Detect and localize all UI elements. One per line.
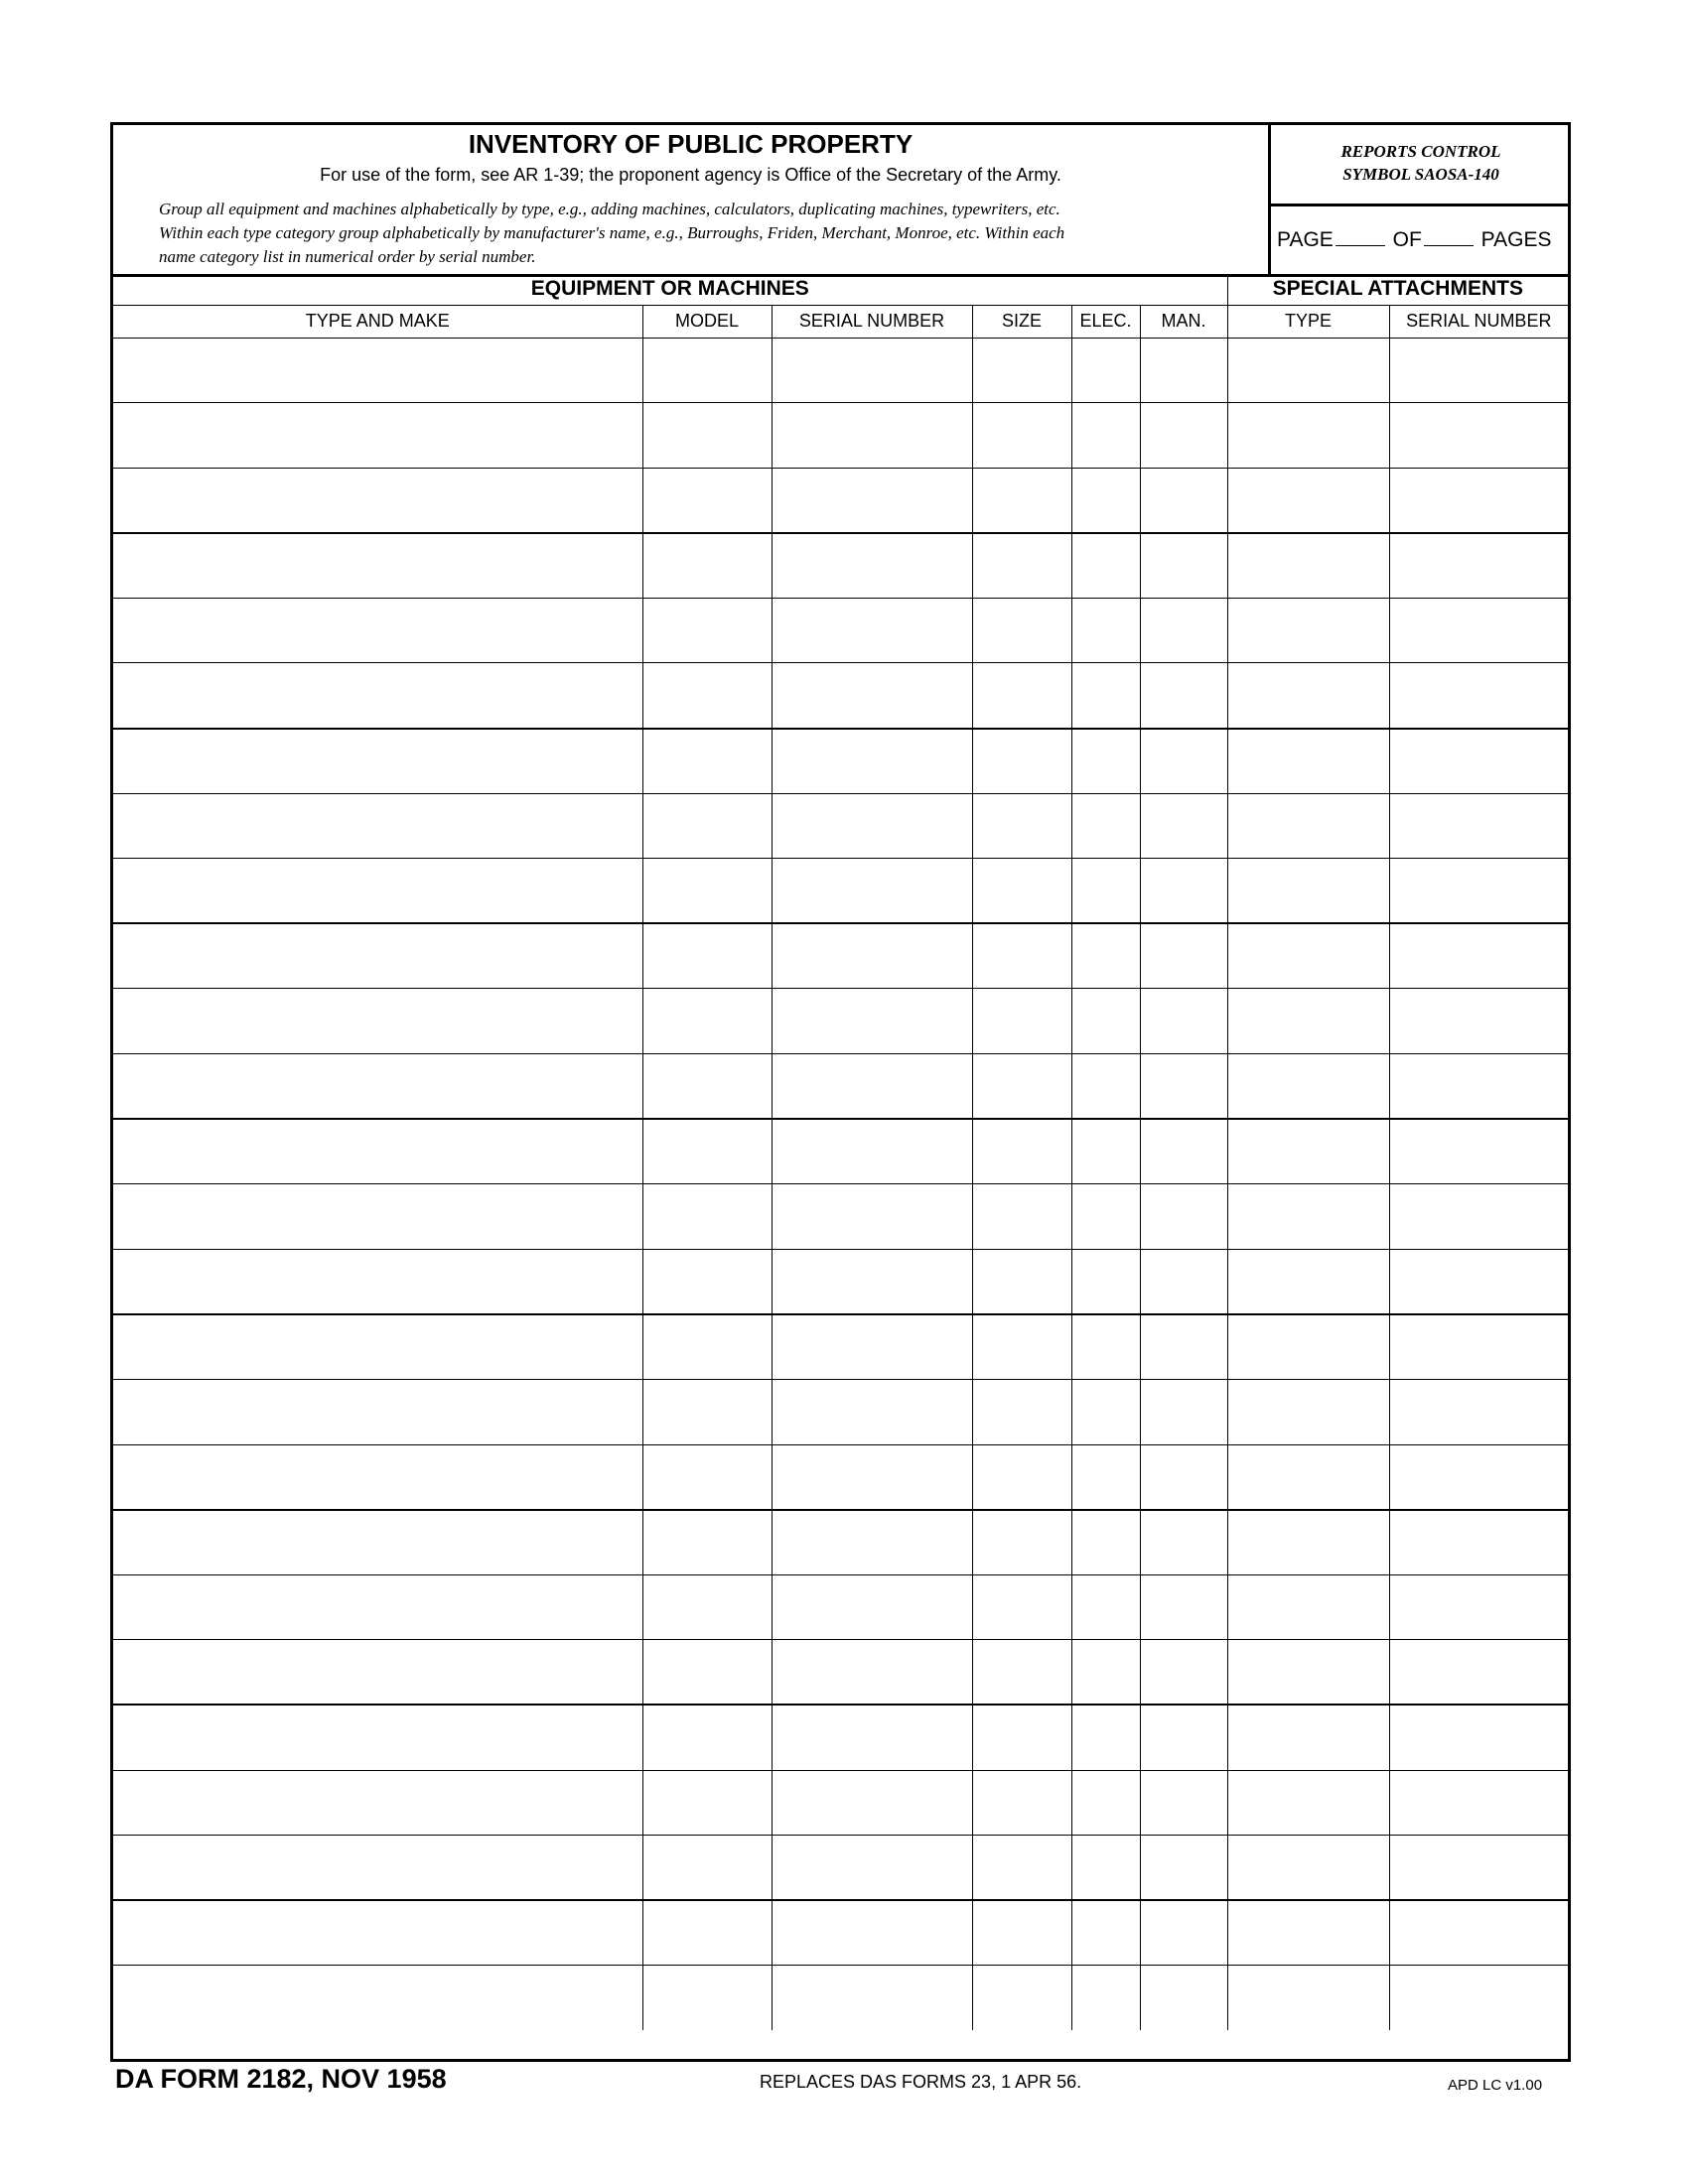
- attachment-serial-number-cell[interactable]: [1389, 533, 1568, 599]
- type-and-make-cell[interactable]: [113, 1705, 642, 1770]
- size-cell[interactable]: [972, 1054, 1071, 1120]
- elec-cell[interactable]: [1071, 1444, 1140, 1510]
- serial-number-cell[interactable]: [772, 1640, 972, 1706]
- elec-cell[interactable]: [1071, 793, 1140, 859]
- attachment-serial-number-cell[interactable]: [1389, 1444, 1568, 1510]
- model-cell[interactable]: [642, 1444, 772, 1510]
- table-row: [113, 468, 1568, 533]
- elec-cell[interactable]: [1071, 403, 1140, 469]
- attachment-type-cell[interactable]: [1227, 338, 1389, 403]
- page-label: PAGE: [1277, 228, 1334, 251]
- instructions-line: name category list in numerical order by serial number.: [159, 247, 536, 266]
- size-cell[interactable]: [972, 1444, 1071, 1510]
- serial-number-cell[interactable]: [772, 729, 972, 794]
- serial-number-cell[interactable]: [772, 598, 972, 663]
- man-cell[interactable]: [1140, 1770, 1227, 1836]
- model-cell[interactable]: [642, 1510, 772, 1575]
- size-cell[interactable]: [972, 1705, 1071, 1770]
- form-title: INVENTORY OF PUBLIC PROPERTY: [468, 129, 914, 159]
- serial-number-cell[interactable]: [772, 1380, 972, 1445]
- elec-cell[interactable]: [1071, 1510, 1140, 1575]
- size-cell[interactable]: [972, 729, 1071, 794]
- serial-number-cell[interactable]: [772, 1119, 972, 1184]
- table-row: [113, 1705, 1568, 1770]
- elec-cell[interactable]: [1071, 923, 1140, 989]
- serial-number-cell[interactable]: [772, 1054, 972, 1120]
- attachment-type-cell[interactable]: [1227, 1184, 1389, 1250]
- attachment-type-cell[interactable]: [1227, 923, 1389, 989]
- instructions-line: Within each type category group alphabetically by manufacturer's name, e.g., Burroughs, Friden, Merchant, Monroe, etc. Within each: [159, 223, 1065, 242]
- model-cell[interactable]: [642, 1640, 772, 1706]
- man-cell[interactable]: [1140, 663, 1227, 729]
- size-cell[interactable]: [972, 468, 1071, 533]
- attachment-serial-number-cell[interactable]: [1389, 1249, 1568, 1314]
- model-cell[interactable]: [642, 1900, 772, 1966]
- man-cell[interactable]: [1140, 1249, 1227, 1314]
- form-number: DA FORM 2182, NOV 1958: [115, 2064, 447, 2094]
- version-label: APD LC v1.00: [1448, 2077, 1543, 2094]
- size-cell[interactable]: [972, 1510, 1071, 1575]
- elec-cell[interactable]: [1071, 1249, 1140, 1314]
- attachment-type-cell[interactable]: [1227, 598, 1389, 663]
- type-and-make-cell[interactable]: [113, 1770, 642, 1836]
- model-cell[interactable]: [642, 1770, 772, 1836]
- elec-cell[interactable]: [1071, 1640, 1140, 1706]
- serial-number-cell[interactable]: [772, 663, 972, 729]
- table-row: [113, 533, 1568, 599]
- model-cell[interactable]: [642, 989, 772, 1054]
- serial-number-cell[interactable]: [772, 793, 972, 859]
- attachment-serial-number-cell[interactable]: [1389, 989, 1568, 1054]
- attachment-type-cell[interactable]: [1227, 1966, 1389, 2031]
- size-cell[interactable]: [972, 1836, 1071, 1901]
- table-row: [113, 729, 1568, 794]
- type-and-make-cell[interactable]: [113, 1314, 642, 1380]
- size-cell[interactable]: [972, 923, 1071, 989]
- attachment-serial-number-cell[interactable]: [1389, 923, 1568, 989]
- attachment-type-cell[interactable]: [1227, 989, 1389, 1054]
- man-cell[interactable]: [1140, 338, 1227, 403]
- attachment-serial-number-cell[interactable]: [1389, 338, 1568, 403]
- man-cell[interactable]: [1140, 1900, 1227, 1966]
- group-header-equipment: EQUIPMENT OR MACHINES: [113, 274, 1227, 305]
- elec-cell[interactable]: [1071, 1184, 1140, 1250]
- man-cell[interactable]: [1140, 793, 1227, 859]
- attachment-type-cell[interactable]: [1227, 1640, 1389, 1706]
- table-row: [113, 923, 1568, 989]
- man-cell[interactable]: [1140, 1836, 1227, 1901]
- attachment-type-cell[interactable]: [1227, 1314, 1389, 1380]
- man-cell[interactable]: [1140, 1054, 1227, 1120]
- table-row: [113, 859, 1568, 924]
- elec-cell[interactable]: [1071, 533, 1140, 599]
- model-cell[interactable]: [642, 793, 772, 859]
- model-cell[interactable]: [642, 859, 772, 924]
- elec-cell[interactable]: [1071, 1770, 1140, 1836]
- column-header-serial-number: SERIAL NUMBER: [772, 305, 972, 338]
- model-cell[interactable]: [642, 729, 772, 794]
- type-and-make-cell[interactable]: [113, 793, 642, 859]
- model-cell[interactable]: [642, 1966, 772, 2031]
- model-cell[interactable]: [642, 1574, 772, 1640]
- table-row: [113, 1444, 1568, 1510]
- reports-control-line: REPORTS CONTROL: [1340, 142, 1501, 161]
- elec-cell[interactable]: [1071, 1836, 1140, 1901]
- instructions-line: Group all equipment and machines alphabetically by type, e.g., adding machines, calculators, duplicating machines, typewriters, etc.: [159, 200, 1060, 218]
- pages-label: PAGES: [1480, 228, 1552, 251]
- type-and-make-cell[interactable]: [113, 403, 642, 469]
- elec-cell[interactable]: [1071, 1705, 1140, 1770]
- attachment-serial-number-cell[interactable]: [1389, 1640, 1568, 1706]
- table-row: [113, 1640, 1568, 1706]
- attachment-serial-number-cell[interactable]: [1389, 1119, 1568, 1184]
- elec-cell[interactable]: [1071, 859, 1140, 924]
- man-cell[interactable]: [1140, 1574, 1227, 1640]
- attachment-type-cell[interactable]: [1227, 663, 1389, 729]
- attachment-type-cell[interactable]: [1227, 1770, 1389, 1836]
- size-cell[interactable]: [972, 403, 1071, 469]
- group-header-attachments: SPECIAL ATTACHMENTS: [1227, 274, 1568, 305]
- size-cell[interactable]: [972, 989, 1071, 1054]
- type-and-make-cell[interactable]: [113, 533, 642, 599]
- replaces-note: REPLACES DAS FORMS 23, 1 APR 56.: [760, 2072, 1082, 2092]
- attachment-type-cell[interactable]: [1227, 533, 1389, 599]
- serial-number-cell[interactable]: [772, 1249, 972, 1314]
- table-row: [113, 1900, 1568, 1966]
- man-cell[interactable]: [1140, 533, 1227, 599]
- attachment-serial-number-cell[interactable]: [1389, 1900, 1568, 1966]
- model-cell[interactable]: [642, 403, 772, 469]
- attachment-type-cell[interactable]: [1227, 1444, 1389, 1510]
- man-cell[interactable]: [1140, 1184, 1227, 1250]
- man-cell[interactable]: [1140, 1705, 1227, 1770]
- size-cell[interactable]: [972, 1966, 1071, 2031]
- table-row: [113, 1966, 1568, 2031]
- man-cell[interactable]: [1140, 1510, 1227, 1575]
- type-and-make-cell[interactable]: [113, 923, 642, 989]
- attachment-serial-number-cell[interactable]: [1389, 1054, 1568, 1120]
- elec-cell[interactable]: [1071, 663, 1140, 729]
- type-and-make-cell[interactable]: [113, 1119, 642, 1184]
- elec-cell[interactable]: [1071, 1380, 1140, 1445]
- table-row: [113, 1380, 1568, 1445]
- attachment-serial-number-cell[interactable]: [1389, 1770, 1568, 1836]
- column-header-attachment-type: TYPE: [1227, 305, 1389, 338]
- table-row: [113, 1770, 1568, 1836]
- form-subtitle: For use of the form, see AR 1-39; the proponent agency is Office of the Secretary of the Army.: [320, 165, 1061, 185]
- table-row: [113, 598, 1568, 663]
- size-cell[interactable]: [972, 1574, 1071, 1640]
- type-and-make-cell[interactable]: [113, 1836, 642, 1901]
- attachment-serial-number-cell[interactable]: [1389, 598, 1568, 663]
- serial-number-cell[interactable]: [772, 1836, 972, 1901]
- column-header-type-and-make: TYPE AND MAKE: [113, 305, 642, 338]
- table-row: [113, 989, 1568, 1054]
- type-and-make-cell[interactable]: [113, 663, 642, 729]
- attachment-type-cell[interactable]: [1227, 1900, 1389, 1966]
- size-cell[interactable]: [972, 1380, 1071, 1445]
- size-cell[interactable]: [972, 1640, 1071, 1706]
- serial-number-cell[interactable]: [772, 1574, 972, 1640]
- man-cell[interactable]: [1140, 598, 1227, 663]
- type-and-make-cell[interactable]: [113, 468, 642, 533]
- attachment-serial-number-cell[interactable]: [1389, 793, 1568, 859]
- serial-number-cell[interactable]: [772, 1705, 972, 1770]
- elec-cell[interactable]: [1071, 338, 1140, 403]
- attachment-type-cell[interactable]: [1227, 1380, 1389, 1445]
- attachment-serial-number-cell[interactable]: [1389, 729, 1568, 794]
- attachment-type-cell[interactable]: [1227, 403, 1389, 469]
- total-pages-field[interactable]: [1424, 227, 1474, 246]
- table-row: [113, 1574, 1568, 1640]
- attachment-type-cell[interactable]: [1227, 859, 1389, 924]
- inventory-form: [110, 122, 1571, 2062]
- man-cell[interactable]: [1140, 859, 1227, 924]
- man-cell[interactable]: [1140, 1640, 1227, 1706]
- attachment-serial-number-cell[interactable]: [1389, 468, 1568, 533]
- table-row: [113, 403, 1568, 469]
- type-and-make-cell[interactable]: [113, 1966, 642, 2031]
- table-row: [113, 663, 1568, 729]
- column-header-man: MAN.: [1140, 305, 1227, 338]
- type-and-make-cell[interactable]: [113, 1640, 642, 1706]
- attachment-serial-number-cell[interactable]: [1389, 1510, 1568, 1575]
- size-cell[interactable]: [972, 1770, 1071, 1836]
- serial-number-cell[interactable]: [772, 468, 972, 533]
- serial-number-cell[interactable]: [772, 1184, 972, 1250]
- elec-cell[interactable]: [1071, 1900, 1140, 1966]
- model-cell[interactable]: [642, 1705, 772, 1770]
- man-cell[interactable]: [1140, 1444, 1227, 1510]
- page-number-field[interactable]: [1336, 227, 1385, 246]
- page-count-line: [1277, 227, 1551, 252]
- model-cell[interactable]: [642, 1184, 772, 1250]
- table-row: [113, 1249, 1568, 1314]
- size-cell[interactable]: [972, 533, 1071, 599]
- attachment-type-cell[interactable]: [1227, 793, 1389, 859]
- table-row: [113, 1836, 1568, 1901]
- type-and-make-cell[interactable]: [113, 1249, 642, 1314]
- elec-cell[interactable]: [1071, 1054, 1140, 1120]
- serial-number-cell[interactable]: [772, 1900, 972, 1966]
- type-and-make-cell[interactable]: [113, 1510, 642, 1575]
- model-cell[interactable]: [642, 1836, 772, 1901]
- type-and-make-cell[interactable]: [113, 1900, 642, 1966]
- form-header: [113, 125, 1568, 277]
- attachment-serial-number-cell[interactable]: [1389, 1836, 1568, 1901]
- type-and-make-cell[interactable]: [113, 598, 642, 663]
- model-cell[interactable]: [642, 598, 772, 663]
- size-cell[interactable]: [972, 1314, 1071, 1380]
- man-cell[interactable]: [1140, 989, 1227, 1054]
- attachment-serial-number-cell[interactable]: [1389, 1314, 1568, 1380]
- attachment-type-cell[interactable]: [1227, 468, 1389, 533]
- model-cell[interactable]: [642, 338, 772, 403]
- serial-number-cell[interactable]: [772, 1770, 972, 1836]
- serial-number-cell[interactable]: [772, 989, 972, 1054]
- model-cell[interactable]: [642, 1119, 772, 1184]
- header-control-block: [1268, 125, 1571, 274]
- serial-number-cell[interactable]: [772, 1314, 972, 1380]
- serial-number-cell[interactable]: [772, 403, 972, 469]
- attachment-serial-number-cell[interactable]: [1389, 1574, 1568, 1640]
- size-cell[interactable]: [972, 1184, 1071, 1250]
- attachment-serial-number-cell[interactable]: [1389, 859, 1568, 924]
- elec-cell[interactable]: [1071, 1574, 1140, 1640]
- man-cell[interactable]: [1140, 1119, 1227, 1184]
- table-row: [113, 1510, 1568, 1575]
- size-cell[interactable]: [972, 859, 1071, 924]
- table-row: [113, 793, 1568, 859]
- attachment-type-cell[interactable]: [1227, 1119, 1389, 1184]
- type-and-make-cell[interactable]: [113, 729, 642, 794]
- size-cell[interactable]: [972, 793, 1071, 859]
- column-header-elec: ELEC.: [1071, 305, 1140, 338]
- serial-number-cell[interactable]: [772, 533, 972, 599]
- table-row: [113, 1184, 1568, 1250]
- man-cell[interactable]: [1140, 468, 1227, 533]
- elec-cell[interactable]: [1071, 989, 1140, 1054]
- attachment-type-cell[interactable]: [1227, 1054, 1389, 1120]
- man-cell[interactable]: [1140, 923, 1227, 989]
- attachment-serial-number-cell[interactable]: [1389, 1705, 1568, 1770]
- man-cell[interactable]: [1140, 1380, 1227, 1445]
- elec-cell[interactable]: [1071, 1314, 1140, 1380]
- serial-number-cell[interactable]: [772, 923, 972, 989]
- man-cell[interactable]: [1140, 1966, 1227, 2031]
- reports-control-line: SYMBOL SAOSA-140: [1342, 165, 1499, 184]
- attachment-type-cell[interactable]: [1227, 729, 1389, 794]
- man-cell[interactable]: [1140, 403, 1227, 469]
- size-cell[interactable]: [972, 1249, 1071, 1314]
- header-title-block: [113, 125, 1268, 274]
- serial-number-cell[interactable]: [772, 338, 972, 403]
- attachment-serial-number-cell[interactable]: [1389, 663, 1568, 729]
- model-cell[interactable]: [642, 1249, 772, 1314]
- column-header-attachment-serial-number: SERIAL NUMBER: [1389, 305, 1568, 338]
- type-and-make-cell[interactable]: [113, 859, 642, 924]
- table-row: [113, 338, 1568, 403]
- attachment-serial-number-cell[interactable]: [1389, 1380, 1568, 1445]
- attachment-type-cell[interactable]: [1227, 1510, 1389, 1575]
- size-cell[interactable]: [972, 663, 1071, 729]
- serial-number-cell[interactable]: [772, 1510, 972, 1575]
- elec-cell[interactable]: [1071, 598, 1140, 663]
- attachment-serial-number-cell[interactable]: [1389, 1184, 1568, 1250]
- type-and-make-cell[interactable]: [113, 1184, 642, 1250]
- elec-cell[interactable]: [1071, 468, 1140, 533]
- table-row: [113, 1314, 1568, 1380]
- elec-cell[interactable]: [1071, 1119, 1140, 1184]
- attachment-type-cell[interactable]: [1227, 1705, 1389, 1770]
- model-cell[interactable]: [642, 468, 772, 533]
- type-and-make-cell[interactable]: [113, 1380, 642, 1445]
- size-cell[interactable]: [972, 1900, 1071, 1966]
- type-and-make-cell[interactable]: [113, 1444, 642, 1510]
- type-and-make-cell[interactable]: [113, 1574, 642, 1640]
- man-cell[interactable]: [1140, 1314, 1227, 1380]
- attachment-type-cell[interactable]: [1227, 1836, 1389, 1901]
- model-cell[interactable]: [642, 533, 772, 599]
- size-cell[interactable]: [972, 598, 1071, 663]
- type-and-make-cell[interactable]: [113, 1054, 642, 1120]
- attachment-type-cell[interactable]: [1227, 1574, 1389, 1640]
- model-cell[interactable]: [642, 1054, 772, 1120]
- elec-cell[interactable]: [1071, 1966, 1140, 2031]
- serial-number-cell[interactable]: [772, 1966, 972, 2031]
- reports-control-symbol: [1271, 125, 1571, 206]
- model-cell[interactable]: [642, 923, 772, 989]
- serial-number-cell[interactable]: [772, 859, 972, 924]
- column-header-size: SIZE: [972, 305, 1071, 338]
- attachment-type-cell[interactable]: [1227, 1249, 1389, 1314]
- table-row: [113, 1119, 1568, 1184]
- of-label: OF: [1392, 228, 1422, 251]
- type-and-make-cell[interactable]: [113, 338, 642, 403]
- man-cell[interactable]: [1140, 729, 1227, 794]
- model-cell[interactable]: [642, 663, 772, 729]
- form-instructions: [159, 198, 1231, 269]
- inventory-table: [113, 274, 1568, 2030]
- table-body: [113, 338, 1568, 2030]
- type-and-make-cell[interactable]: [113, 989, 642, 1054]
- elec-cell[interactable]: [1071, 729, 1140, 794]
- table-row: [113, 1054, 1568, 1120]
- serial-number-cell[interactable]: [772, 1444, 972, 1510]
- size-cell[interactable]: [972, 1119, 1071, 1184]
- attachment-serial-number-cell[interactable]: [1389, 403, 1568, 469]
- model-cell[interactable]: [642, 1314, 772, 1380]
- column-header-model: MODEL: [642, 305, 772, 338]
- size-cell[interactable]: [972, 338, 1071, 403]
- model-cell[interactable]: [642, 1380, 772, 1445]
- attachment-serial-number-cell[interactable]: [1389, 1966, 1568, 2031]
